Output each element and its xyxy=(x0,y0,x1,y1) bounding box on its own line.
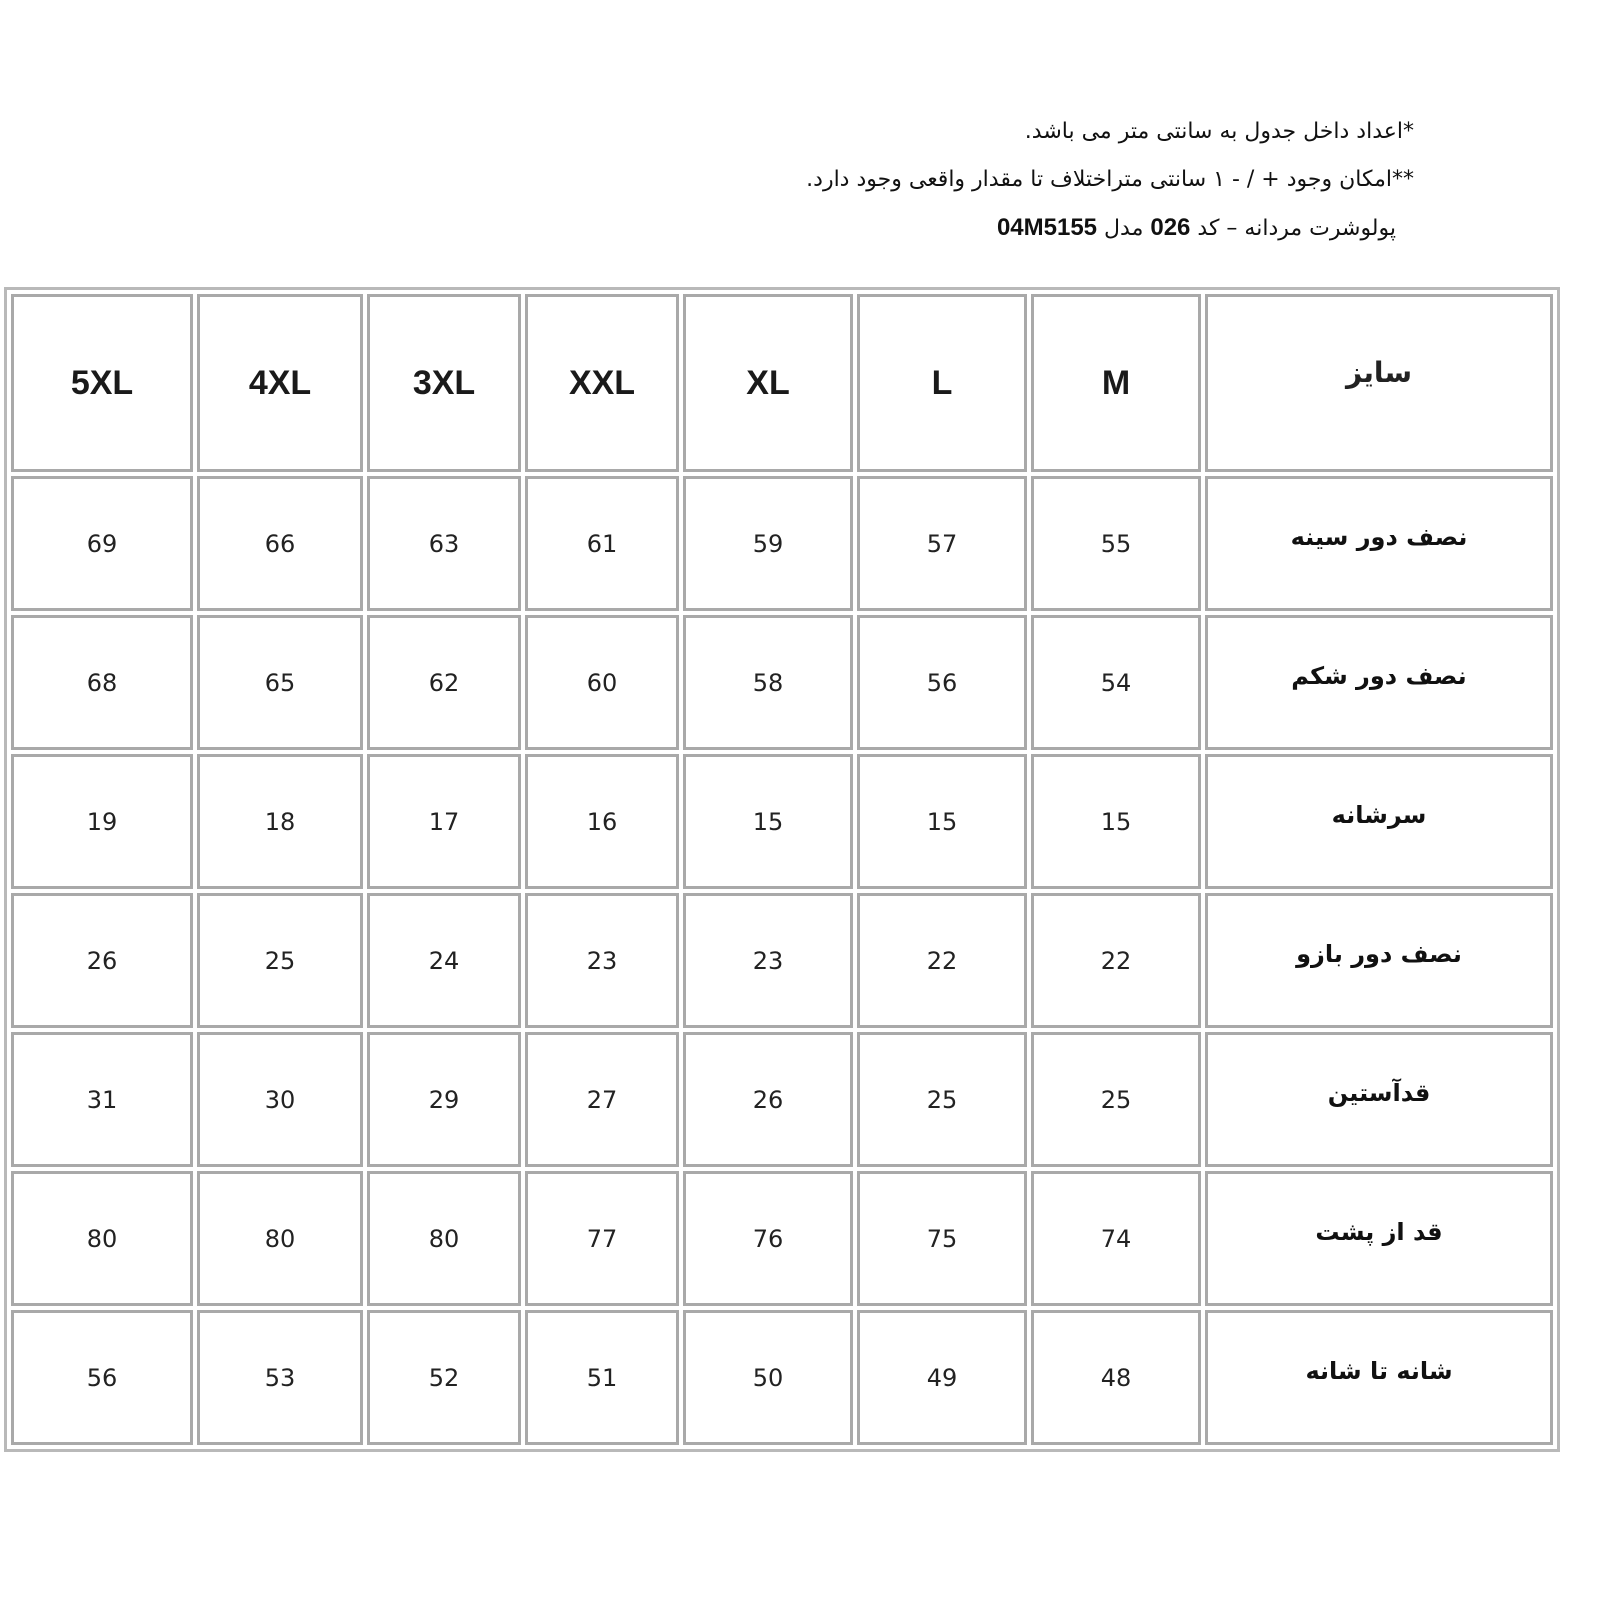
product-model-code: 04M5155 xyxy=(996,214,1098,241)
size-header-cell: XXL xyxy=(525,294,679,472)
measurement-cell: 76 xyxy=(683,1171,853,1306)
measurement-cell: 23 xyxy=(683,893,853,1028)
measurement-cell: 77 xyxy=(525,1171,679,1306)
measurement-cell: 15 xyxy=(683,754,853,889)
measurement-cell: 51 xyxy=(525,1310,679,1445)
size-header-row xyxy=(11,294,1553,472)
measurement-cell: 15 xyxy=(1031,754,1201,889)
measurement-cell: 63 xyxy=(367,476,521,611)
measurement-cell: 58 xyxy=(683,615,853,750)
size-header-cell: 4XL xyxy=(197,294,363,472)
measurement-cell: 52 xyxy=(367,1310,521,1445)
measurement-cell: 80 xyxy=(197,1171,363,1306)
size-header-cell: M xyxy=(1031,294,1201,472)
measurement-cell: 80 xyxy=(11,1171,193,1306)
size-header-cell: 3XL xyxy=(367,294,521,472)
measurement-cell: 25 xyxy=(1031,1032,1201,1167)
measurement-cell: 31 xyxy=(11,1032,193,1167)
product-title xyxy=(414,204,1414,252)
measurement-cell: 29 xyxy=(367,1032,521,1167)
measurement-cell: 56 xyxy=(857,615,1027,750)
unit-note: *اعداد داخل جدول به سانتی متر می باشد. xyxy=(1024,119,1414,144)
table-row xyxy=(11,893,1553,1028)
table-row xyxy=(11,615,1553,750)
measurement-cell: 16 xyxy=(525,754,679,889)
measurement-cell: 22 xyxy=(857,893,1027,1028)
measurement-cell: 53 xyxy=(197,1310,363,1445)
measurement-cell: 74 xyxy=(1031,1171,1201,1306)
measurement-label: نصف دور شکم xyxy=(1205,615,1553,750)
measurement-cell: 80 xyxy=(367,1171,521,1306)
measurement-cell: 65 xyxy=(197,615,363,750)
size-chart-table xyxy=(4,287,1560,1452)
measurement-cell: 30 xyxy=(197,1032,363,1167)
measurement-cell: 56 xyxy=(11,1310,193,1445)
table-row xyxy=(11,1171,1553,1306)
size-notes xyxy=(414,108,1414,252)
measurement-label: قدآستین xyxy=(1205,1032,1553,1167)
table-row xyxy=(11,754,1553,889)
measurement-cell: 60 xyxy=(525,615,679,750)
measurement-cell: 75 xyxy=(857,1171,1027,1306)
measurement-cell: 66 xyxy=(197,476,363,611)
measurement-cell: 61 xyxy=(525,476,679,611)
size-chart-body xyxy=(11,294,1553,1445)
tolerance-note: **امکان وجود + / - ۱ سانتی متراختلاف تا مقدار واقعی وجود دارد. xyxy=(806,167,1414,192)
measurement-cell: 19 xyxy=(11,754,193,889)
measurement-cell: 17 xyxy=(367,754,521,889)
measurement-cell: 62 xyxy=(367,615,521,750)
measurement-label: نصف دور بازو xyxy=(1205,893,1553,1028)
measurement-cell: 69 xyxy=(11,476,193,611)
product-code: 026 xyxy=(1150,214,1191,241)
measurement-cell: 54 xyxy=(1031,615,1201,750)
measurement-cell: 50 xyxy=(683,1310,853,1445)
measurement-cell: 18 xyxy=(197,754,363,889)
measurement-cell: 26 xyxy=(11,893,193,1028)
measurement-cell: 48 xyxy=(1031,1310,1201,1445)
measurement-cell: 57 xyxy=(857,476,1027,611)
size-corner-label: سایز xyxy=(1205,294,1553,472)
size-header-cell: 5XL xyxy=(11,294,193,472)
measurement-cell: 49 xyxy=(857,1310,1027,1445)
measurement-cell: 27 xyxy=(525,1032,679,1167)
measurement-cell: 22 xyxy=(1031,893,1201,1028)
table-row xyxy=(11,1032,1553,1167)
measurement-cell: 55 xyxy=(1031,476,1201,611)
measurement-label: شانه تا شانه xyxy=(1205,1310,1553,1445)
measurement-label: نصف دور سینه xyxy=(1205,476,1553,611)
measurement-cell: 25 xyxy=(197,893,363,1028)
size-header-cell: L xyxy=(857,294,1027,472)
size-header-cell: XL xyxy=(683,294,853,472)
measurement-cell: 24 xyxy=(367,893,521,1028)
measurement-cell: 25 xyxy=(857,1032,1027,1167)
measurement-cell: 15 xyxy=(857,754,1027,889)
product-title-prefix: پولوشرت مردانه – کد xyxy=(1197,216,1396,241)
measurement-cell: 68 xyxy=(11,615,193,750)
measurement-cell: 23 xyxy=(525,893,679,1028)
measurement-cell: 26 xyxy=(683,1032,853,1167)
table-row xyxy=(11,1310,1553,1445)
measurement-label: قد از پشت xyxy=(1205,1171,1553,1306)
measurement-cell: 59 xyxy=(683,476,853,611)
measurement-label: سرشانه xyxy=(1205,754,1553,889)
product-model-word: مدل xyxy=(1104,216,1144,241)
table-row xyxy=(11,476,1553,611)
